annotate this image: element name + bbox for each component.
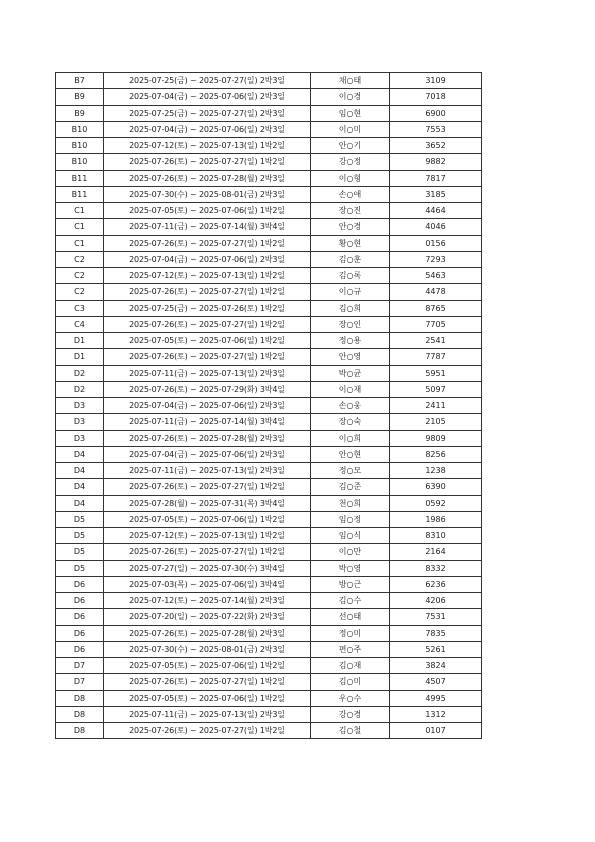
- room-cell: D8: [56, 690, 104, 706]
- table-row: [56, 723, 482, 739]
- table-row: [56, 154, 482, 170]
- reservation-code-cell: 4464: [390, 203, 482, 219]
- reservation-code-cell: 2164: [390, 544, 482, 560]
- guest-name-cell: 손○애: [311, 186, 390, 202]
- reservation-code-cell: 4507: [390, 674, 482, 690]
- guest-name-cell: 김○희: [311, 300, 390, 316]
- table-row: [56, 316, 482, 332]
- reservation-table: [55, 72, 482, 739]
- reservation-code-cell: 4478: [390, 284, 482, 300]
- stay-period-cell: 2025-07-03(목) ~ 2025-07-06(일) 3박4일: [104, 576, 311, 592]
- reservation-code-cell: 7293: [390, 251, 482, 267]
- guest-name-cell: 안○현: [311, 446, 390, 462]
- table-row: [56, 138, 482, 154]
- stay-period-cell: 2025-07-11(금) ~ 2025-07-13(일) 2박3일: [104, 365, 311, 381]
- table-row: [56, 186, 482, 202]
- stay-period-cell: 2025-07-05(토) ~ 2025-07-06(일) 1박2일: [104, 203, 311, 219]
- guest-name-cell: 김○록: [311, 268, 390, 284]
- table-row: [56, 219, 482, 235]
- room-cell: D7: [56, 674, 104, 690]
- guest-name-cell: 이○만: [311, 544, 390, 560]
- table-row: [56, 706, 482, 722]
- room-cell: B11: [56, 186, 104, 202]
- table-row: [56, 479, 482, 495]
- reservation-code-cell: 8765: [390, 300, 482, 316]
- stay-period-cell: 2025-07-27(일) ~ 2025-07-30(수) 3박4일: [104, 560, 311, 576]
- table-row: [56, 544, 482, 560]
- table-row: [56, 300, 482, 316]
- guest-name-cell: 김○준: [311, 479, 390, 495]
- guest-name-cell: 우○수: [311, 690, 390, 706]
- stay-period-cell: 2025-07-11(금) ~ 2025-07-13(일) 2박3일: [104, 706, 311, 722]
- reservation-code-cell: 1986: [390, 511, 482, 527]
- table-row: [56, 593, 482, 609]
- stay-period-cell: 2025-07-28(월) ~ 2025-07-31(목) 3박4일: [104, 495, 311, 511]
- table-row: [56, 251, 482, 267]
- stay-period-cell: 2025-07-04(금) ~ 2025-07-06(일) 2박3일: [104, 446, 311, 462]
- stay-period-cell: 2025-07-26(토) ~ 2025-07-28(월) 2박3일: [104, 170, 311, 186]
- reservation-code-cell: 1312: [390, 706, 482, 722]
- reservation-code-cell: 5097: [390, 381, 482, 397]
- stay-period-cell: 2025-07-04(금) ~ 2025-07-06(일) 2박3일: [104, 89, 311, 105]
- table-row: [56, 430, 482, 446]
- room-cell: C1: [56, 235, 104, 251]
- guest-name-cell: 김○재: [311, 658, 390, 674]
- table-row: [56, 284, 482, 300]
- room-cell: B10: [56, 138, 104, 154]
- reservation-code-cell: 7817: [390, 170, 482, 186]
- room-cell: D1: [56, 333, 104, 349]
- room-cell: D6: [56, 625, 104, 641]
- stay-period-cell: 2025-07-04(금) ~ 2025-07-06(일) 2박3일: [104, 398, 311, 414]
- stay-period-cell: 2025-07-26(토) ~ 2025-07-27(일) 1박2일: [104, 154, 311, 170]
- guest-name-cell: 이○희: [311, 430, 390, 446]
- guest-name-cell: 임○정: [311, 511, 390, 527]
- guest-name-cell: 장○인: [311, 316, 390, 332]
- room-cell: D3: [56, 430, 104, 446]
- room-cell: C2: [56, 284, 104, 300]
- guest-name-cell: 장○숙: [311, 414, 390, 430]
- guest-name-cell: 김○미: [311, 674, 390, 690]
- reservation-code-cell: 1238: [390, 463, 482, 479]
- stay-period-cell: 2025-07-05(토) ~ 2025-07-06(일) 1박2일: [104, 333, 311, 349]
- reservation-code-cell: 3652: [390, 138, 482, 154]
- stay-period-cell: 2025-07-26(토) ~ 2025-07-27(일) 1박2일: [104, 723, 311, 739]
- room-cell: B11: [56, 170, 104, 186]
- stay-period-cell: 2025-07-04(금) ~ 2025-07-06(일) 2박3일: [104, 121, 311, 137]
- table-row: [56, 576, 482, 592]
- room-cell: C4: [56, 316, 104, 332]
- stay-period-cell: 2025-07-05(토) ~ 2025-07-06(일) 1박2일: [104, 658, 311, 674]
- stay-period-cell: 2025-07-12(토) ~ 2025-07-13(일) 1박2일: [104, 138, 311, 154]
- guest-name-cell: 김○훈: [311, 251, 390, 267]
- guest-name-cell: 임○현: [311, 105, 390, 121]
- room-cell: D6: [56, 609, 104, 625]
- stay-period-cell: 2025-07-26(토) ~ 2025-07-27(일) 1박2일: [104, 284, 311, 300]
- table-row: [56, 528, 482, 544]
- stay-period-cell: 2025-07-11(금) ~ 2025-07-13(일) 2박3일: [104, 463, 311, 479]
- table-row: [56, 365, 482, 381]
- reservation-code-cell: 6900: [390, 105, 482, 121]
- reservation-code-cell: 5463: [390, 268, 482, 284]
- room-cell: D4: [56, 495, 104, 511]
- guest-name-cell: 강○경: [311, 706, 390, 722]
- room-cell: D7: [56, 658, 104, 674]
- room-cell: D3: [56, 398, 104, 414]
- reservation-code-cell: 0107: [390, 723, 482, 739]
- guest-name-cell: 선○태: [311, 609, 390, 625]
- stay-period-cell: 2025-07-26(토) ~ 2025-07-28(월) 2박3일: [104, 625, 311, 641]
- stay-period-cell: 2025-07-26(토) ~ 2025-07-27(일) 1박2일: [104, 235, 311, 251]
- stay-period-cell: 2025-07-26(토) ~ 2025-07-27(일) 1박2일: [104, 316, 311, 332]
- room-cell: C2: [56, 251, 104, 267]
- reservation-code-cell: 7835: [390, 625, 482, 641]
- reservation-code-cell: 8332: [390, 560, 482, 576]
- table-row: [56, 690, 482, 706]
- room-cell: C2: [56, 268, 104, 284]
- guest-name-cell: 정○모: [311, 463, 390, 479]
- reservation-code-cell: 7018: [390, 89, 482, 105]
- table-row: [56, 203, 482, 219]
- guest-name-cell: 채○태: [311, 73, 390, 89]
- guest-name-cell: 이○규: [311, 284, 390, 300]
- reservation-code-cell: 2411: [390, 398, 482, 414]
- guest-name-cell: 박○영: [311, 560, 390, 576]
- table-row: [56, 333, 482, 349]
- table-row: [56, 641, 482, 657]
- table-row: [56, 121, 482, 137]
- reservation-code-cell: 7705: [390, 316, 482, 332]
- reservation-code-cell: 9809: [390, 430, 482, 446]
- reservation-code-cell: 8256: [390, 446, 482, 462]
- guest-name-cell: 강○정: [311, 154, 390, 170]
- reservation-code-cell: 4995: [390, 690, 482, 706]
- table-row: [56, 268, 482, 284]
- stay-period-cell: 2025-07-26(토) ~ 2025-07-27(일) 1박2일: [104, 544, 311, 560]
- table-row: [56, 105, 482, 121]
- room-cell: B7: [56, 73, 104, 89]
- reservation-code-cell: 3185: [390, 186, 482, 202]
- stay-period-cell: 2025-07-12(토) ~ 2025-07-13(일) 1박2일: [104, 528, 311, 544]
- guest-name-cell: 정○용: [311, 333, 390, 349]
- reservation-code-cell: 6236: [390, 576, 482, 592]
- guest-name-cell: 안○영: [311, 349, 390, 365]
- table-row: [56, 495, 482, 511]
- table-row: [56, 446, 482, 462]
- reservation-code-cell: 0156: [390, 235, 482, 251]
- guest-name-cell: 정○미: [311, 625, 390, 641]
- room-cell: B9: [56, 89, 104, 105]
- reservation-code-cell: 5951: [390, 365, 482, 381]
- table-row: [56, 398, 482, 414]
- guest-name-cell: 천○희: [311, 495, 390, 511]
- room-cell: D3: [56, 414, 104, 430]
- table-row: [56, 73, 482, 89]
- reservation-code-cell: 6390: [390, 479, 482, 495]
- reservation-code-cell: 2541: [390, 333, 482, 349]
- guest-name-cell: 김○철: [311, 723, 390, 739]
- guest-name-cell: 임○식: [311, 528, 390, 544]
- table-row: [56, 658, 482, 674]
- room-cell: D8: [56, 723, 104, 739]
- room-cell: D5: [56, 560, 104, 576]
- stay-period-cell: 2025-07-12(토) ~ 2025-07-13(일) 1박2일: [104, 268, 311, 284]
- stay-period-cell: 2025-07-12(토) ~ 2025-07-14(월) 2박3일: [104, 593, 311, 609]
- table-row: [56, 625, 482, 641]
- reservation-code-cell: 5261: [390, 641, 482, 657]
- reservation-code-cell: 3109: [390, 73, 482, 89]
- table-row: [56, 463, 482, 479]
- room-cell: D2: [56, 381, 104, 397]
- stay-period-cell: 2025-07-05(토) ~ 2025-07-06(일) 1박2일: [104, 690, 311, 706]
- reservation-code-cell: 7531: [390, 609, 482, 625]
- room-cell: D6: [56, 593, 104, 609]
- room-cell: B10: [56, 154, 104, 170]
- room-cell: D5: [56, 544, 104, 560]
- stay-period-cell: 2025-07-26(토) ~ 2025-07-27(일) 1박2일: [104, 349, 311, 365]
- table-row: [56, 560, 482, 576]
- room-cell: D6: [56, 641, 104, 657]
- reservation-code-cell: 4046: [390, 219, 482, 235]
- room-cell: D5: [56, 528, 104, 544]
- guest-name-cell: 박○균: [311, 365, 390, 381]
- table-row: [56, 349, 482, 365]
- table-row: [56, 511, 482, 527]
- table-row: [56, 414, 482, 430]
- reservation-code-cell: 0592: [390, 495, 482, 511]
- reservation-table-body: [56, 73, 482, 739]
- room-cell: C1: [56, 219, 104, 235]
- stay-period-cell: 2025-07-20(일) ~ 2025-07-22(화) 2박3일: [104, 609, 311, 625]
- guest-name-cell: 방○근: [311, 576, 390, 592]
- stay-period-cell: 2025-07-26(토) ~ 2025-07-27(일) 1박2일: [104, 674, 311, 690]
- guest-name-cell: 이○형: [311, 170, 390, 186]
- stay-period-cell: 2025-07-11(금) ~ 2025-07-14(월) 3박4일: [104, 219, 311, 235]
- reservation-code-cell: 4206: [390, 593, 482, 609]
- table-row: [56, 674, 482, 690]
- stay-period-cell: 2025-07-26(토) ~ 2025-07-28(월) 2박3일: [104, 430, 311, 446]
- guest-name-cell: 안○기: [311, 138, 390, 154]
- table-row: [56, 170, 482, 186]
- guest-name-cell: 황○현: [311, 235, 390, 251]
- room-cell: D4: [56, 479, 104, 495]
- stay-period-cell: 2025-07-05(토) ~ 2025-07-06(일) 1박2일: [104, 511, 311, 527]
- guest-name-cell: 김○수: [311, 593, 390, 609]
- room-cell: D5: [56, 511, 104, 527]
- guest-name-cell: 안○경: [311, 219, 390, 235]
- reservation-code-cell: 7553: [390, 121, 482, 137]
- guest-name-cell: 편○주: [311, 641, 390, 657]
- room-cell: D6: [56, 576, 104, 592]
- stay-period-cell: 2025-07-30(수) ~ 2025-08-01(금) 2박3일: [104, 641, 311, 657]
- guest-name-cell: 이○미: [311, 121, 390, 137]
- table-row: [56, 381, 482, 397]
- guest-name-cell: 손○웅: [311, 398, 390, 414]
- stay-period-cell: 2025-07-25(금) ~ 2025-07-27(일) 2박3일: [104, 105, 311, 121]
- room-cell: B10: [56, 121, 104, 137]
- room-cell: D4: [56, 446, 104, 462]
- guest-name-cell: 이○재: [311, 381, 390, 397]
- stay-period-cell: 2025-07-25(금) ~ 2025-07-27(일) 2박3일: [104, 73, 311, 89]
- stay-period-cell: 2025-07-25(금) ~ 2025-07-26(토) 1박2일: [104, 300, 311, 316]
- table-row: [56, 89, 482, 105]
- room-cell: C1: [56, 203, 104, 219]
- reservation-code-cell: 7787: [390, 349, 482, 365]
- room-cell: D1: [56, 349, 104, 365]
- room-cell: D4: [56, 463, 104, 479]
- reservation-code-cell: 8310: [390, 528, 482, 544]
- table-row: [56, 235, 482, 251]
- stay-period-cell: 2025-07-26(토) ~ 2025-07-27(일) 1박2일: [104, 479, 311, 495]
- stay-period-cell: 2025-07-30(수) ~ 2025-08-01(금) 2박3일: [104, 186, 311, 202]
- stay-period-cell: 2025-07-11(금) ~ 2025-07-14(월) 3박4일: [104, 414, 311, 430]
- reservation-code-cell: 9882: [390, 154, 482, 170]
- reservation-code-cell: 3824: [390, 658, 482, 674]
- room-cell: B9: [56, 105, 104, 121]
- guest-name-cell: 이○경: [311, 89, 390, 105]
- stay-period-cell: 2025-07-26(토) ~ 2025-07-29(화) 3박4일: [104, 381, 311, 397]
- room-cell: D8: [56, 706, 104, 722]
- room-cell: D2: [56, 365, 104, 381]
- table-row: [56, 609, 482, 625]
- room-cell: C3: [56, 300, 104, 316]
- guest-name-cell: 장○진: [311, 203, 390, 219]
- reservation-code-cell: 2105: [390, 414, 482, 430]
- stay-period-cell: 2025-07-04(금) ~ 2025-07-06(일) 2박3일: [104, 251, 311, 267]
